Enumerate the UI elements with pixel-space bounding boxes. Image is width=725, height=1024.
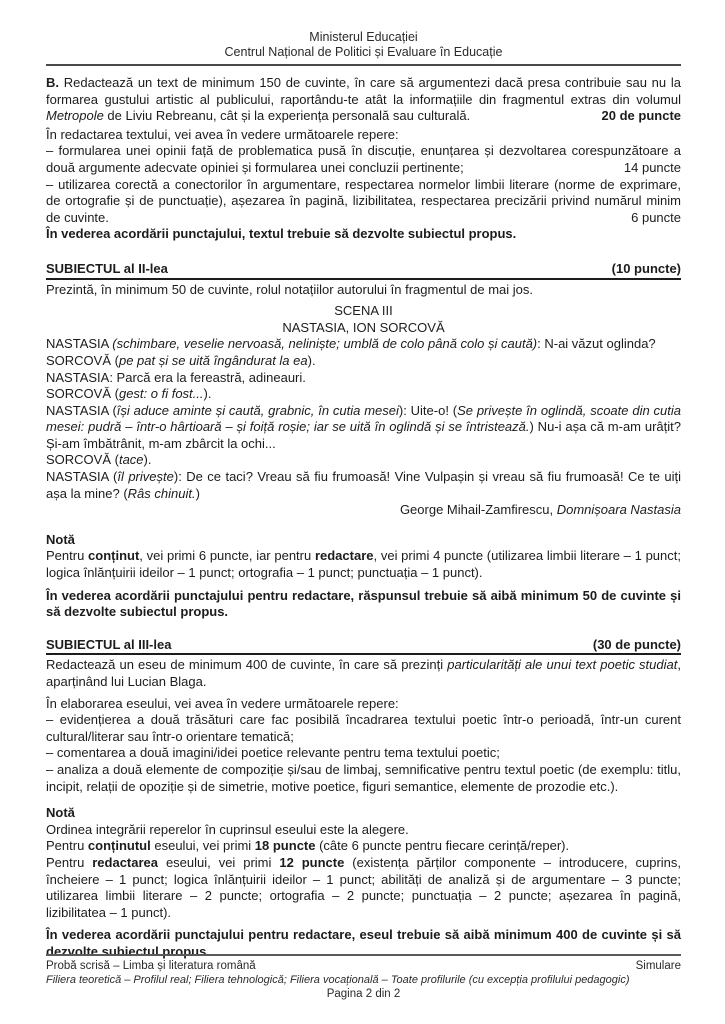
text-segment: Redactează un text de minimum 150 de cuvinte, în care să argumentezi dacă presa contribuie sau nu la formarea gustului artistic al publicului, raportându-te atât la informațiile din fragmentul extras din volumul: [46, 75, 681, 107]
dialogue: [46, 336, 681, 502]
text-segment: (câte 6 puncte pentru fiecare cerință/reper).: [315, 838, 570, 854]
task-b-text: [46, 75, 681, 123]
text-segment: Se privește în oglindă, scoate din cutia mesei: pudră – într-o hârtioară – și foiță roșie; iar se uită în oglindă și se întristează.: [46, 402, 681, 435]
footer-row: [46, 959, 681, 973]
subject-2-task: Prezintă, în minimum 50 de cuvinte, rolul notațiilor autorului în fragmentul de mai jos.: [46, 281, 534, 297]
text-segment: particularități ale unui text poetic studiat: [447, 657, 678, 673]
text-segment: Pentru: [46, 548, 89, 564]
text-segment: ): Uite-o! (: [398, 402, 458, 418]
note-3-title: Notă: [46, 805, 75, 821]
ministry-line: Ministerul Educației: [309, 30, 418, 44]
note-3-warning: În vederea acordării punctajului pentru redactare, eseul trebuie să aibă minimum 400 de cuvinte și să dezvolte subiectul propus.: [46, 927, 681, 959]
attribution: [46, 502, 681, 519]
text-segment: , vei primi 6 puncte, iar pentru: [139, 548, 315, 564]
text-segment: SORCOVĂ (: [46, 352, 119, 368]
text-segment: gest: o fi fost...: [118, 386, 204, 402]
text-segment: conținut: [88, 548, 140, 564]
text-segment: ).: [307, 352, 316, 368]
text-segment: (schimbare, veselie nervoasă, neliniște; umblă de colo până colo și caută): [112, 336, 538, 352]
text-segment: eseului, vei primi: [158, 854, 280, 870]
text-segment: pe pat și se uită îngândurat la ea: [118, 352, 308, 368]
text-segment: ).: [143, 452, 152, 468]
subject-3-criterion-3: – analiza a două elemente de compoziție și/sau de limbaj, semnificative pentru textul poetic (de exemplu: titlu, incipit, relații de opoziție și de simetrie, motive poetice, figuri semantice, elemente de prozodie etc.).: [46, 761, 681, 794]
text-segment: NASTASIA: [46, 336, 113, 352]
dialogue-line: [46, 403, 681, 453]
text-segment: : N-ai văzut oglinda?: [537, 336, 656, 352]
criterion-1-text: – formularea unei opinii față de problematica pusă în discuție, enunțarea și dezvoltarea corespunzătoare a două argumente adecvate opiniei și formularea unei concluzii pertinente;: [46, 143, 681, 175]
text-segment: redactare: [314, 548, 374, 564]
text-segment: Metropole: [46, 108, 104, 124]
subject-3-criterion-1: – evidențierea a două trăsături care fac posibilă încadrarea textului poetic într-o perioadă, într-un curent cultural/literar sau într-o orientare tematică;: [46, 712, 681, 744]
note-3-paragraph-1: Ordinea integrării reperelor în cuprinsul eseului este la alegere.: [46, 821, 409, 837]
subject-3-criteria-intro: În elaborarea eseului, vei avea în vedere următoarele repere:: [46, 695, 399, 711]
text-segment: , aparținând lui Lucian Blaga.: [46, 657, 681, 689]
subject-2-title: SUBIECTUL al II-lea: [46, 260, 168, 276]
text-segment: Pentru: [46, 854, 93, 870]
text-segment: NASTASIA: Parcă era la fereastră, adineauri.: [46, 369, 306, 385]
text-segment: Râs chinuit.: [127, 485, 196, 501]
text-segment: SORCOVĂ (: [46, 452, 119, 468]
dialogue-line: [46, 370, 681, 387]
criterion-1-points: 14 puncte: [623, 159, 681, 175]
text-segment: redactarea: [92, 854, 159, 870]
subject-3-heading: [46, 637, 681, 656]
task-b-points: 20 de puncte: [601, 108, 681, 124]
note-2-title: Notă: [46, 531, 75, 547]
dialogue-line: [46, 452, 681, 469]
task-b-criteria-intro: În redactarea textului, vei avea în vedere următoarele repere:: [46, 126, 399, 142]
text-segment: ): De ce taci? Vreau să fiu frumoasă! Vine Vulpașin și vreau să fiu frumoasă! Ce te uiți așa la mine? (: [46, 469, 681, 501]
text-segment: , vei primi 4 puncte (utilizarea limbii literare – 1 punct; logica înlănțuirii ideilor – 1 punct; ortografia – 1 punct; punctuația – 1 punct).: [46, 548, 681, 581]
note-2-warning: În vederea acordării punctajului pentru redactare, răspunsul trebuie să aibă minimum 50 de cuvinte și să dezvolte subiectul propus.: [46, 587, 681, 620]
dialogue-line: [46, 469, 681, 502]
text-segment: de Liviu Rebreanu, cât și la experiența personală sau culturală.: [103, 108, 471, 124]
dialogue-line: [46, 353, 681, 370]
note-3-paragraph-3: [46, 855, 681, 921]
footer-filiera-line: Filiera teoretică – Profilul real; Filiera tehnologică; Filiera vocațională – Toate profilurile (cu excepția profilului pedagogic): [46, 974, 630, 986]
text-segment: conținutul: [87, 838, 151, 854]
text-segment: ).: [203, 386, 212, 402]
note-2-paragraph: [46, 548, 681, 581]
subject-3-points: (30 de puncte): [592, 636, 681, 652]
text-segment: 12 puncte: [279, 854, 345, 870]
document-header: [46, 30, 681, 66]
subject-2-heading: [46, 261, 681, 280]
text-segment: Redactează un eseu de minimum 400 de cuvinte, în care să prezinți: [46, 657, 448, 673]
text-segment: NASTASIA (: [46, 469, 118, 485]
footer-session-label: Simulare: [635, 960, 681, 972]
text-segment: tace: [118, 452, 144, 468]
text-segment: 18 puncte: [254, 838, 316, 854]
text-segment: B.: [46, 75, 59, 90]
text-segment: eseului, vei primi: [150, 838, 255, 854]
text-segment: Pentru: [46, 838, 88, 854]
institution-line: Centrul Național de Politici și Evaluare în Educație: [224, 45, 503, 59]
text-segment: (existența părților componente – introducere, cuprins, încheiere – 1 punct; logica înlănțuirii ideilor – 1 punct; abilități de analiză și de argumentare – 3 puncte; utilizarea limbii literare – 2 puncte; ortografia – 2 puncte; punctuația – 2 puncte; așezarea în pagină, lizibilitatea – 1 punct).: [46, 854, 681, 920]
footer-page-number: Pagina 2 din 2: [326, 988, 401, 1000]
criterion-2-text: – utilizarea corectă a conectorilor în argumentare, respectarea normelor limbii literare (norme de exprimare, de ortografie și de punctuație), așezarea în pagină, lizibilitatea, respectarea precizării privind numărul minim de cuvinte.: [46, 176, 681, 225]
subject-3-criterion-2: – comentarea a două imagini/idei poetice relevante pentru tema textului poetic;: [46, 745, 500, 761]
text-segment: SORCOVĂ (: [46, 386, 119, 402]
text-segment: ) Nu-i așa că m-am urâțit? Și-am îmbătrânit, m-am zbârcit la ochi...: [46, 419, 681, 451]
text-segment: își aduce aminte și caută, grabnic, în cutia mesei: [116, 402, 399, 418]
task-b-criterion-2: [46, 177, 681, 227]
text-segment: NASTASIA (: [46, 402, 117, 418]
subject-3-task: [46, 657, 681, 690]
task-b-warning: În vederea acordării punctajului, textul trebuie să dezvolte subiectul propus.: [46, 226, 517, 242]
text-segment: Domnișoara Nastasia: [556, 502, 681, 518]
subject-3-title: SUBIECTUL al III-lea: [46, 636, 172, 652]
document-footer: [46, 954, 681, 1001]
text-segment: îl privește: [117, 469, 174, 485]
dialogue-line: [46, 336, 681, 353]
note-3-paragraph-2: [46, 838, 681, 855]
text-segment: ): [195, 485, 200, 501]
subject-2-points: (10 puncte): [611, 260, 681, 276]
task-b-criterion-1: [46, 143, 681, 176]
dialogue-line: [46, 386, 681, 403]
scene-title: SCENA III: [334, 303, 393, 319]
text-segment: George Mihail-Zamfirescu,: [399, 502, 557, 518]
footer-exam-name: Probă scrisă – Limba și literatura română: [46, 960, 256, 972]
criterion-2-points: 6 puncte: [631, 209, 681, 225]
task-b-paragraph: [46, 75, 681, 125]
scene-cast: NASTASIA, ION SORCOVĂ: [282, 319, 445, 335]
